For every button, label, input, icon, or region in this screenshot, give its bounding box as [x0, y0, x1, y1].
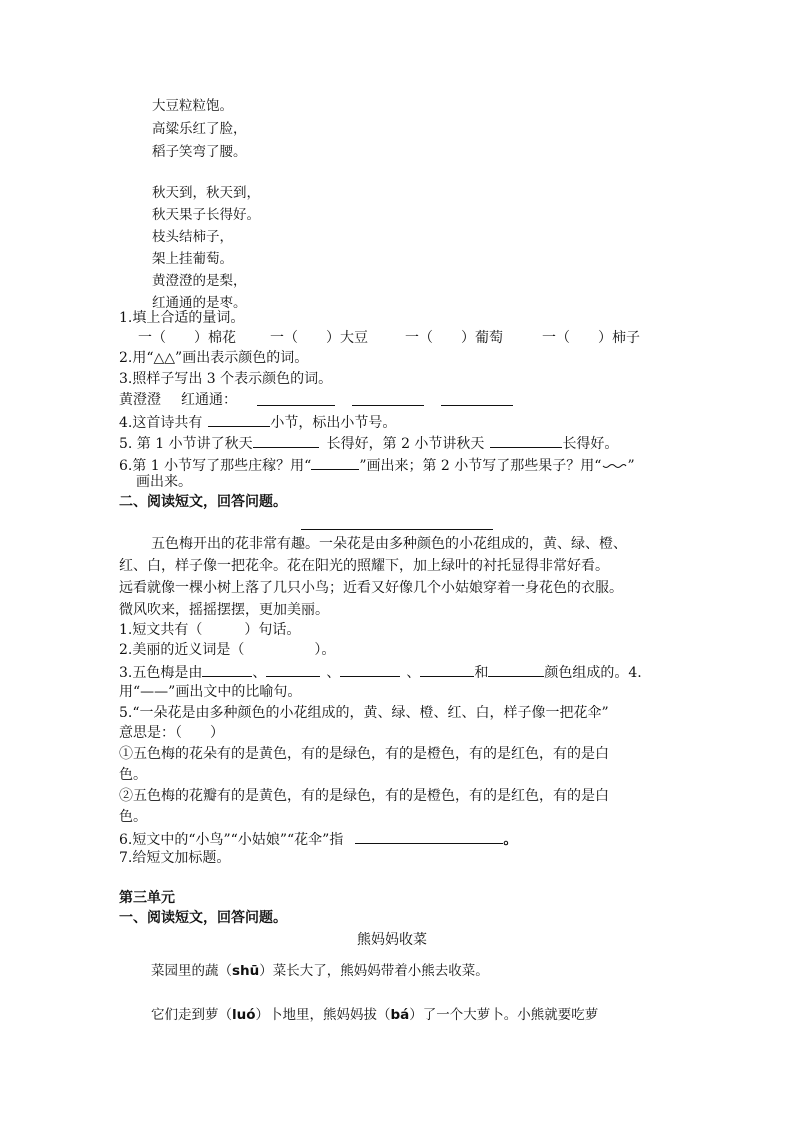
pinyin: luó: [232, 1007, 256, 1023]
unit-heading: 第三单元: [119, 890, 175, 906]
measure-word-blank[interactable]: 一（ ）棉花: [138, 330, 236, 346]
question-5: 5. 第 1 小节讲了秋天 长得好，第 2 小节讲秋天 长得好。: [119, 433, 618, 453]
answer-line[interactable]: [253, 433, 319, 448]
answer-line[interactable]: [490, 433, 562, 448]
passage-question-2: 2.美丽的近义词是（ ）。: [119, 642, 336, 658]
story-title: 熊妈妈收菜: [357, 932, 427, 948]
pinyin: shū: [232, 963, 260, 979]
story-paragraph: 菜园里的蔬（shū）菜长大了，熊妈妈带着小熊去收菜。: [151, 963, 489, 979]
question-6-cont: 画出来。: [136, 474, 192, 490]
answer-line[interactable]: [266, 662, 320, 677]
answer-line[interactable]: [340, 662, 400, 677]
wavy-line-icon: [601, 454, 627, 470]
measure-word-blank[interactable]: 一（ ）柿子: [542, 330, 640, 346]
question-3-examples: [119, 391, 237, 409]
question-6: 6.第 1 小节写了那些庄稼？用“ ”画出来；第 2 小节写了那些果子？用“ ”: [119, 454, 635, 475]
poem-line: 稻子笑弯了腰。: [152, 144, 247, 160]
passage-question-3: 3.五色梅是由 、 、 、 和 颜色组成的。4.: [119, 662, 642, 682]
answer-line[interactable]: [488, 662, 544, 677]
passage-question-4: 用“——”画出文中的比喻句。: [119, 684, 302, 700]
question-3: 3.照样子写出 3 个表示颜色的词。: [119, 371, 333, 387]
passage-line: 微风吹来，摇摇摆摆，更加美丽。: [119, 602, 329, 618]
section-heading: 二、阅读短文，回答问题。: [119, 494, 287, 510]
answer-line[interactable]: [352, 405, 424, 406]
passage-question-5: 5.“一朵花是由多种颜色的小花组成的，黄、绿、橙、红、白，样子像一把花伞”: [119, 705, 609, 721]
pinyin: bá: [390, 1007, 410, 1023]
answer-line[interactable]: [257, 405, 335, 406]
option-1-cont: 色。: [119, 767, 147, 783]
option-2[interactable]: ②五色梅的花瓣有的是黄色，有的是绿色，有的是橙色，有的是红色，有的是白: [119, 788, 609, 804]
question-4: 4.这首诗共有 小节，标出小节号。: [119, 412, 396, 432]
poem-line: 秋天果子长得好。: [152, 207, 260, 223]
poem-line: 枝头结柿子，: [152, 229, 233, 245]
answer-line[interactable]: [202, 662, 252, 677]
poem-line: 大豆粒粒饱。: [152, 98, 233, 114]
answer-line[interactable]: [355, 829, 503, 844]
question-1: 1.填上合适的量词。: [119, 310, 245, 326]
example-word: 红通通：: [181, 392, 237, 408]
section-heading: 一、阅读短文，回答问题。: [119, 910, 287, 926]
measure-word-blank[interactable]: 一（ ）大豆: [270, 330, 368, 346]
story-paragraph: 它们走到萝（luó）卜地里，熊妈妈拔（bá）了一个大萝卜。小熊就要吃萝: [151, 1007, 599, 1023]
option-2-cont: 色。: [119, 809, 147, 825]
passage-question-1: 1.短文共有（ ）句话。: [119, 622, 301, 638]
measure-word-blank[interactable]: 一（ ）葡萄: [405, 330, 503, 346]
answer-line[interactable]: [441, 405, 513, 406]
poem-line: 黄澄澄的是梨，: [152, 273, 247, 289]
answer-line[interactable]: [208, 412, 270, 427]
option-1[interactable]: ①五色梅的花朵有的是黄色，有的是绿色，有的是橙色，有的是红色，有的是白: [119, 746, 609, 762]
poem-line: 高粱乐红了脸，: [152, 121, 247, 137]
passage-question-6: 6.短文中的“小鸟”“小姑娘”“花伞”指 。: [119, 829, 517, 849]
answer-line[interactable]: [420, 662, 474, 677]
title-answer-line[interactable]: [301, 529, 493, 530]
straight-line-marker: [311, 455, 359, 470]
passage-line: 红、白，样子像一把花伞。花在阳光的照耀下，加上绿叶的衬托显得非常好看。: [119, 558, 609, 574]
passage-question-7: 7.给短文加标题。: [119, 850, 231, 866]
passage-question-5-cont: 意思是：（ ）: [119, 725, 224, 741]
poem-line: 秋天到，秋天到，: [152, 185, 260, 201]
poem-line: 架上挂葡萄。: [152, 251, 233, 267]
question-2: 2.用“△△”画出表示颜色的词。: [119, 350, 309, 366]
poem-line: 红通通的是枣。: [152, 295, 247, 311]
passage-line: 五色梅开出的花非常有趣。一朵花是由多种颜色的小花组成的，黄、绿、橙、: [151, 536, 627, 552]
passage-line: 远看就像一棵小树上落了几只小鸟；近看又好像几个小姑娘穿着一身花色的衣服。: [119, 580, 623, 596]
example-word: 黄澄澄: [119, 392, 161, 408]
